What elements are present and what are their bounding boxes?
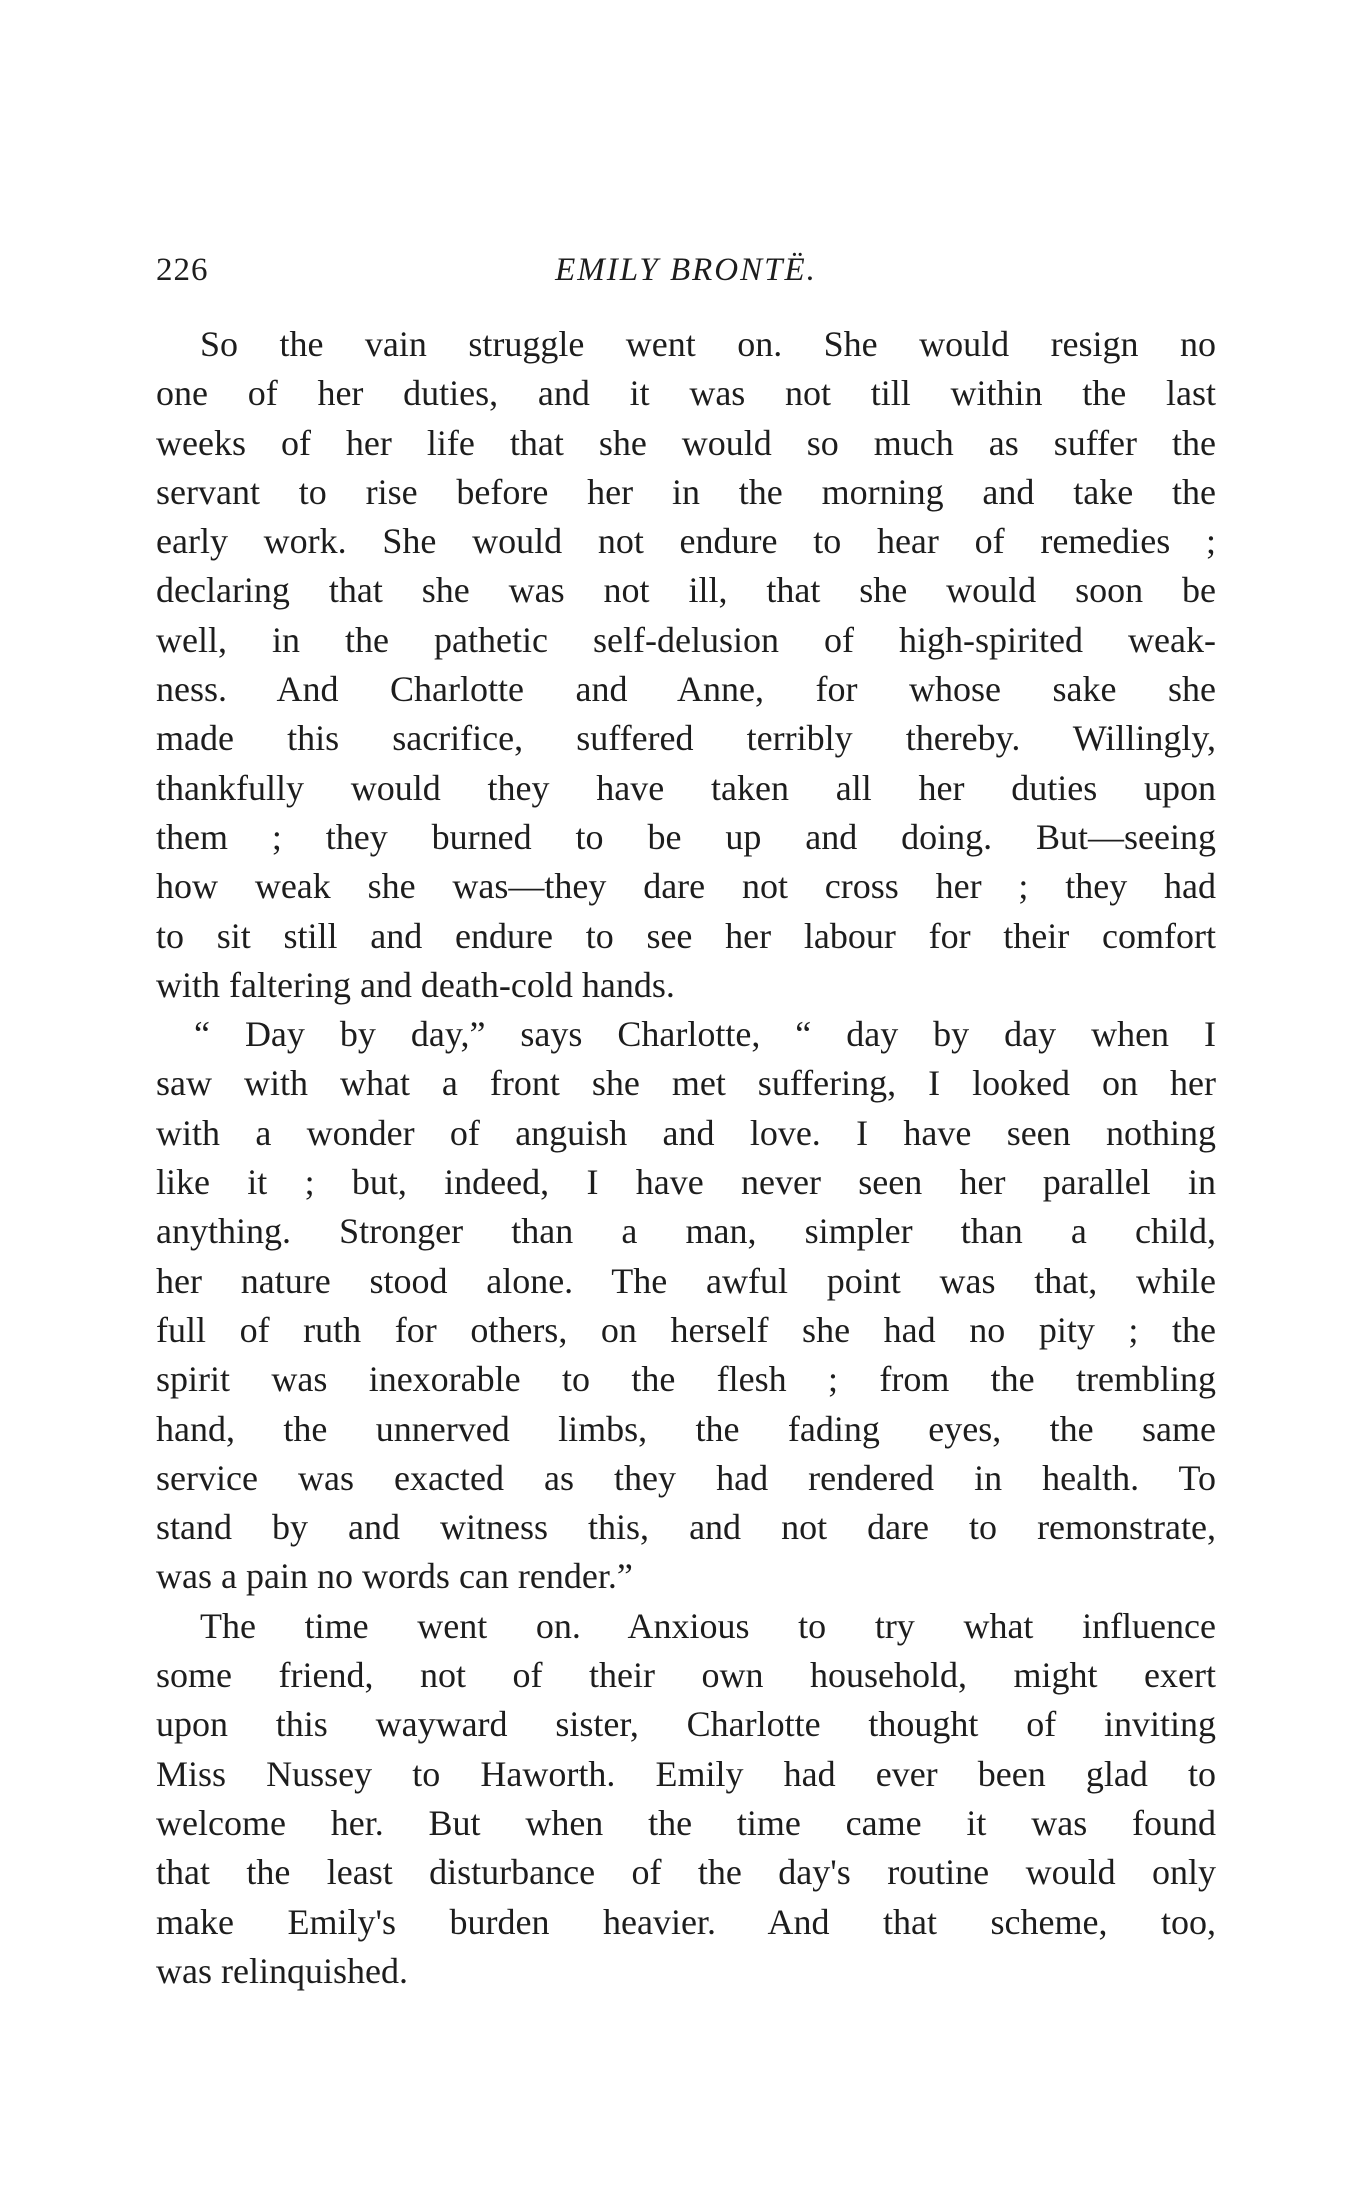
text-line: anything. Stronger than a man, simpler than a child, (156, 1211, 1216, 1252)
text-line: early work. She would not endure to hear of remedies ; (156, 521, 1216, 562)
text-line: was a pain no words can render.” (156, 1556, 633, 1597)
text-line: how weak she was—they dare not cross her ; they had (156, 866, 1216, 907)
paragraph-1 (156, 320, 1216, 1010)
page-number: 226 (156, 252, 209, 288)
text-line: with a wonder of anguish and love. I have seen nothing (156, 1112, 1216, 1153)
text-line: them ; they burned to be up and doing. But—seeing (156, 816, 1216, 857)
text-line: one of her duties, and it was not till within the last (156, 373, 1216, 414)
text-line: her nature stood alone. The awful point was that, while (156, 1260, 1216, 1301)
text-line: declaring that she was not ill, that she would soon be (156, 570, 1216, 611)
text-line: spirit was inexorable to the flesh ; from the trembling (156, 1359, 1216, 1400)
text-line: hand, the unnerved limbs, the fading eyes, the same (156, 1408, 1216, 1449)
body-text (156, 320, 1216, 1996)
text-line: make Emily's burden heavier. And that scheme, too, (156, 1901, 1216, 1942)
text-line: Miss Nussey to Haworth. Emily had ever been glad to (156, 1753, 1216, 1794)
running-title: EMILY BRONTË. (555, 252, 817, 288)
text-line: was relinquished. (156, 1950, 408, 1991)
text-line: that the least disturbance of the day's routine would only (156, 1852, 1216, 1893)
text-line: full of ruth for others, on herself she had no pity ; the (156, 1309, 1216, 1350)
page-header (156, 252, 1216, 296)
text-line: ness. And Charlotte and Anne, for whose sake she (156, 669, 1216, 710)
text-line: So the vain struggle went on. She would resign no (200, 324, 1216, 364)
text-line: like it ; but, indeed, I have never seen her parallel in (156, 1162, 1216, 1203)
text-line: well, in the pathetic self-delusion of high-spirited weak- (156, 619, 1216, 660)
paragraph-3 (156, 1602, 1216, 1996)
text-line: some friend, not of their own household, might exert (156, 1655, 1216, 1696)
text-line: saw with what a front she met suffering, I looked on her (156, 1063, 1216, 1104)
text-line: The time went on. Anxious to try what influence (200, 1605, 1216, 1646)
text-line: servant to rise before her in the morning and take the (156, 471, 1216, 512)
text-line: weeks of her life that she would so much as suffer the (156, 422, 1216, 463)
text-line: thankfully would they have taken all her duties upon (156, 767, 1216, 808)
text-line: with faltering and death-cold hands. (156, 964, 675, 1005)
text-line: to sit still and endure to see her labour for their comfort (156, 915, 1216, 956)
text-line: service was exacted as they had rendered in health. To (156, 1457, 1216, 1498)
text-line: “ Day by day,” says Charlotte, “ day by day when I (194, 1014, 1216, 1055)
text-line: made this sacrifice, suffered terribly thereby. Willingly, (156, 718, 1216, 759)
paragraph-2 (156, 1010, 1216, 1602)
text-line: welcome her. But when the time came it was found (156, 1802, 1216, 1843)
text-line: upon this wayward sister, Charlotte thought of inviting (156, 1704, 1216, 1745)
text-line: stand by and witness this, and not dare to remonstrate, (156, 1507, 1216, 1548)
